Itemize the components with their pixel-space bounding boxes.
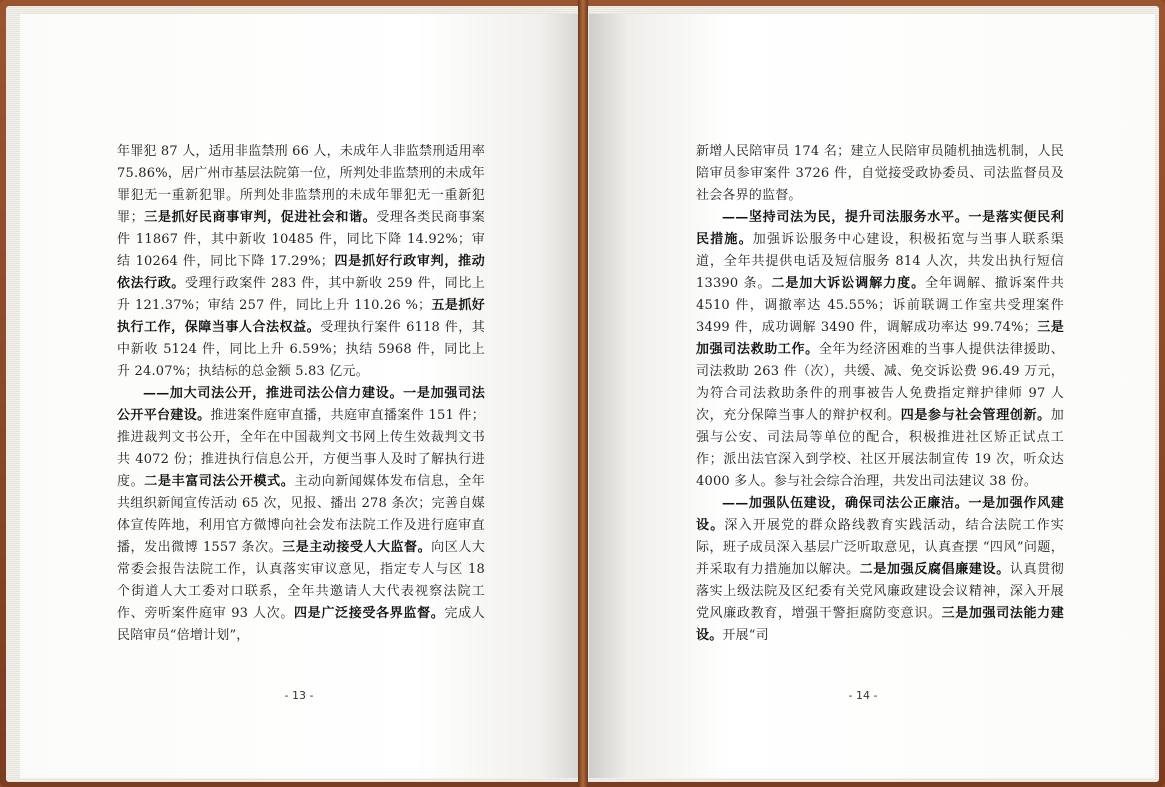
bold-heading-run: 二是加大诉讼调解力度。	[771, 276, 926, 291]
text-run: 开展“司	[722, 628, 769, 643]
text-run: 全年为经济困难的当事人提供法律援助、司法救助 263 件（次），共缓、减、免交诉讼费 96.49 万元，为符合司法救助条件的刑事被告人免费指定辩护律师 97 人次，充分保障当事人的辩护权利。	[696, 342, 1064, 423]
bold-heading-run: ——坚持司法为民，提升司法服务水平。一是落实便民利民措施。	[696, 210, 1064, 247]
text-run: 向区人大常委会报告法院工作，认真落实审议意见，指定专人与区 18 个街道人大工委对口联系，全年共邀请人大代表视察法院工作、旁听案件庭审 93 人次。	[117, 540, 485, 621]
bold-heading-run: 五是抓好执行工作，保障当事人合法权益。	[117, 298, 485, 335]
text-run: 年罪犯 87 人，适用非监禁刑 66 人，未成年人非监禁刑适用率 75.86%，居广州市基层法院第一位，所判处非监禁刑的未成年罪犯无一重新犯罪。所判处非监禁刑的未成年罪犯无一重新犯罪；	[117, 144, 486, 225]
text-run: 全年调解、撤诉案件共 4510 件，调撤率达 45.55%；诉前联调工作室共受理案件 3499 件，成功调解 3490 件，调解成功率达 99.74%；	[696, 276, 1064, 335]
text-run: 完成人民陪审员“倍增计划”，	[117, 606, 485, 643]
text-run: 认真贯彻落实上级法院及区纪委有关党风廉政建设会议精神，深入开展党风廉政教育，增强干警拒腐防变意识。	[696, 562, 1064, 621]
right-page-text	[696, 141, 1064, 647]
text-run: 受理行政案件 283 件，其中新收 259 件，同比上升 121.37%；审结 257 件，同比上升 110.26 %；	[117, 276, 485, 313]
paragraph	[117, 383, 485, 647]
left-page-number: - 13 -	[284, 689, 314, 702]
text-run: 新增人民陪审员 174 名；建立人民陪审员随机抽选机制，人民陪审员参审案件 3726 件，自觉接受政协委员、司法监督员及社会各界的监督。	[696, 144, 1064, 203]
text-run: 加强与公安、司法局等单位的配合，积极推进社区矫正试点工作；派出法官深入到学校、社区开展法制宣传 19 次，听众达 4000 多人。参与社会综合治理，共发出司法建议 38 份。	[696, 408, 1064, 489]
bold-heading-run: 三是加强司法能力建设。	[696, 606, 1064, 643]
text-run: 推进案件庭审直播，共庭审直播案件 151 件；推进裁判文书公开，全年在中国裁判文书网上传生效裁判文书共 4072 份；推进执行信息公开，方便当事人及时了解执行进度。	[117, 408, 485, 489]
text-run: 深入开展党的群众路线教育实践活动，结合法院工作实际，班子成员深入基层广泛听取意见，认真查摆 “四风”问题，并采取有力措施加以解决。	[696, 518, 1064, 577]
bold-heading-run: 二是丰富司法公开模式。	[144, 474, 295, 489]
bold-heading-run: 三是加强司法救助工作。	[696, 320, 1065, 357]
right-page[interactable]	[589, 14, 1155, 778]
bold-heading-run: 三是抓好民商事审判，促进社会和谐。	[143, 210, 377, 225]
paragraph	[696, 207, 1064, 493]
bold-heading-run: 二是加强反腐倡廉建设。	[859, 562, 1010, 577]
bold-heading-run: 三是主动接受人大监督。	[282, 540, 432, 555]
right-page-number: - 14 -	[848, 689, 878, 702]
bold-heading-run: ——加大司法公开，推进司法公信力建设。一是加强司法公开平台建设。	[117, 386, 485, 423]
bold-heading-run: ——加强队伍建设，确保司法公正廉洁。一是加强作风建设。	[696, 496, 1064, 533]
bold-heading-run: 四是抓好行政审判，推动依法行政。	[117, 254, 485, 291]
text-run: 主动向新闻媒体发布信息，全年共组织新闻宣传活动 65 次，见报、播出 278 条次；完善自媒体宣传阵地，利用官方微博向社会发布法院工作及进行庭审直播，发出微博 1557 条次。	[117, 474, 485, 555]
paragraph	[696, 141, 1064, 207]
left-page[interactable]	[20, 14, 588, 778]
bold-heading-run: 四是参与社会管理创新。	[900, 408, 1051, 423]
book-spine	[578, 0, 588, 787]
bold-heading-run: 四是广泛接受各界监督。	[294, 606, 445, 621]
text-run: 加强诉讼服务中心建设，积极拓宽与当事人联系渠道，全年共提供电话及短信服务 814 人次，共发出执行短信 13390 条。	[696, 232, 1064, 291]
paragraph	[117, 141, 485, 383]
text-run: 受理各类民商事案件 11867 件，其中新收 10485 件，同比下降 14.92%；审结 10264 件，同比下降 17.29%；	[117, 210, 485, 269]
paragraph	[696, 493, 1064, 647]
left-page-text	[117, 141, 485, 647]
text-run: 受理执行案件 6118 件，其中新收 5124 件，同比上升 6.59%；执结 5968 件，同比上升 24.07%；执结标的总金额 5.83 亿元。	[117, 320, 485, 379]
